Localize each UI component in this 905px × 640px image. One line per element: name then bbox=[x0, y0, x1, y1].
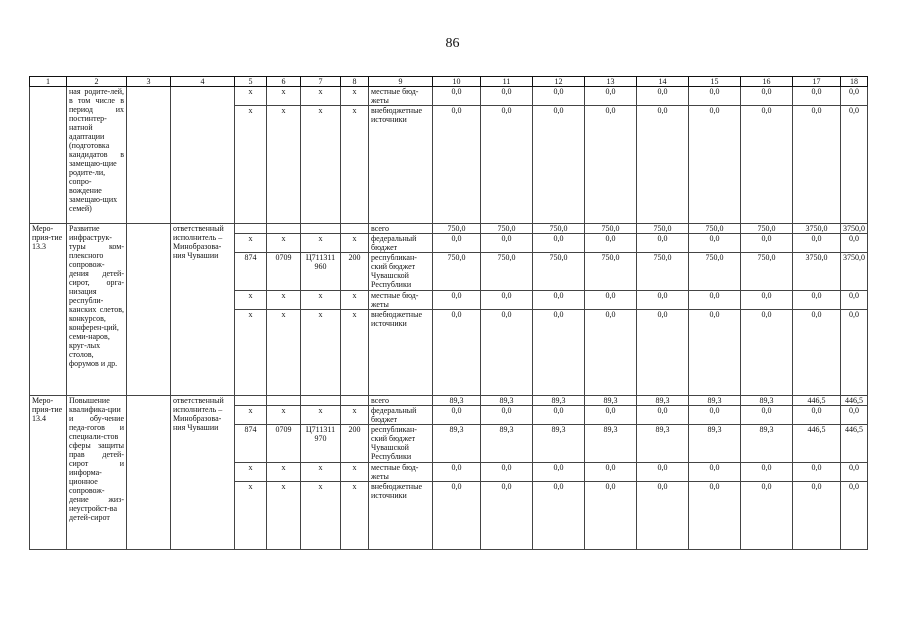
code-cell-c6: 0709 bbox=[267, 425, 301, 463]
amount-cell: 0,0 bbox=[741, 463, 793, 482]
code-cell-c5: x bbox=[235, 406, 267, 425]
code-cell-c6: x bbox=[267, 87, 301, 106]
amount-cell: 0,0 bbox=[741, 291, 793, 310]
amount-cell: 0,0 bbox=[433, 482, 481, 550]
funding-source-cell: федеральный бюджет bbox=[369, 406, 433, 425]
amount-cell: 0,0 bbox=[533, 463, 585, 482]
code-cell-c8 bbox=[341, 396, 369, 406]
amount-cell: 750,0 bbox=[433, 224, 481, 234]
amount-cell: 750,0 bbox=[689, 253, 741, 291]
amount-cell: 0,0 bbox=[481, 291, 533, 310]
header-cell-col1: 1 bbox=[30, 77, 67, 87]
amount-cell: 3750,0 bbox=[793, 224, 841, 234]
funding-source-cell: республикан-ский бюджет Чувашской Республики bbox=[369, 253, 433, 291]
amount-cell: 0,0 bbox=[585, 87, 637, 106]
code-cell-c8: 200 bbox=[341, 425, 369, 463]
amount-cell: 0,0 bbox=[481, 87, 533, 106]
amount-cell: 750,0 bbox=[533, 253, 585, 291]
amount-cell: 750,0 bbox=[533, 224, 585, 234]
amount-cell: 89,3 bbox=[585, 425, 637, 463]
code-cell-c7: x bbox=[301, 87, 341, 106]
executor-cell: ответственный исполнитель – Минобразова-ния Чувашии bbox=[171, 396, 235, 550]
header-cell-col18: 18 bbox=[841, 77, 868, 87]
amount-cell: 750,0 bbox=[433, 253, 481, 291]
funding-source-cell: всего bbox=[369, 396, 433, 406]
amount-cell: 0,0 bbox=[741, 87, 793, 106]
funding-source-cell: республикан-ский бюджет Чувашской Республики bbox=[369, 425, 433, 463]
code-cell-c5: x bbox=[235, 234, 267, 253]
amount-cell: 446,5 bbox=[841, 396, 868, 406]
funding-source-cell: внебюджетные источники bbox=[369, 310, 433, 396]
amount-cell: 0,0 bbox=[793, 482, 841, 550]
amount-cell: 89,3 bbox=[533, 425, 585, 463]
event-name-cell: Повышение квалифика-ции и обу-чение педа-гогов и специали-стов сферы защиты прав детей-сирот и информа-ционное сопровож-дение жиз-неустройст-ва детей-сирот bbox=[67, 396, 127, 550]
funding-source-cell: местные бюд-жеты bbox=[369, 463, 433, 482]
funding-source-cell: внебюджетные источники bbox=[369, 482, 433, 550]
code-cell-c6: x bbox=[267, 234, 301, 253]
amount-cell: 0,0 bbox=[637, 463, 689, 482]
header-cell-col14: 14 bbox=[637, 77, 689, 87]
code-cell-c6 bbox=[267, 396, 301, 406]
amount-cell: 89,3 bbox=[481, 425, 533, 463]
amount-cell: 0,0 bbox=[481, 406, 533, 425]
code-cell-c5: x bbox=[235, 87, 267, 106]
code-cell-c7 bbox=[301, 224, 341, 234]
funding-source-cell: федеральный бюджет bbox=[369, 234, 433, 253]
amount-cell: 750,0 bbox=[637, 253, 689, 291]
amount-cell: 0,0 bbox=[841, 234, 868, 253]
page-number: 86 bbox=[445, 36, 460, 51]
amount-cell: 446,5 bbox=[793, 425, 841, 463]
amount-cell: 0,0 bbox=[533, 291, 585, 310]
code-cell-c8: x bbox=[341, 291, 369, 310]
code-cell-c7: Ц711311 970 bbox=[301, 425, 341, 463]
amount-cell: 89,3 bbox=[433, 425, 481, 463]
col3-cell bbox=[127, 224, 171, 396]
amount-cell: 0,0 bbox=[793, 106, 841, 224]
header-cell-col13: 13 bbox=[585, 77, 637, 87]
amount-cell: 0,0 bbox=[433, 106, 481, 224]
header-cell-col4: 4 bbox=[171, 77, 235, 87]
code-cell-c6: x bbox=[267, 406, 301, 425]
amount-cell: 89,3 bbox=[637, 396, 689, 406]
code-cell-c8: x bbox=[341, 234, 369, 253]
header-cell-col11: 11 bbox=[481, 77, 533, 87]
event-number-cell: Меро-прия-тие 13.4 bbox=[30, 396, 67, 550]
amount-cell: 89,3 bbox=[689, 425, 741, 463]
header-cell-col16: 16 bbox=[741, 77, 793, 87]
amount-cell: 0,0 bbox=[585, 291, 637, 310]
code-cell-c6: x bbox=[267, 463, 301, 482]
amount-cell: 0,0 bbox=[433, 291, 481, 310]
amount-cell: 0,0 bbox=[689, 106, 741, 224]
amount-cell: 0,0 bbox=[637, 406, 689, 425]
code-cell-c6: x bbox=[267, 310, 301, 396]
col3-cell bbox=[127, 87, 171, 224]
amount-cell: 0,0 bbox=[741, 106, 793, 224]
code-cell-c5: 874 bbox=[235, 253, 267, 291]
amount-cell: 0,0 bbox=[585, 234, 637, 253]
header-cell-col6: 6 bbox=[267, 77, 301, 87]
amount-cell: 0,0 bbox=[533, 87, 585, 106]
amount-cell: 0,0 bbox=[793, 463, 841, 482]
funding-source-cell: внебюджетные источники bbox=[369, 106, 433, 224]
amount-cell: 0,0 bbox=[793, 310, 841, 396]
amount-cell: 446,5 bbox=[793, 396, 841, 406]
event-name-cell: ная родите-лей, в том числе в период их постинтер-натной адаптации (подготовка кандидатов в замещаю-щие родите-ли, сопро-вождение замещаю-щих семей) bbox=[67, 87, 127, 224]
amount-cell: 0,0 bbox=[481, 234, 533, 253]
amount-cell: 0,0 bbox=[637, 310, 689, 396]
table-row bbox=[30, 396, 868, 406]
amount-cell: 0,0 bbox=[481, 106, 533, 224]
amount-cell: 0,0 bbox=[533, 106, 585, 224]
code-cell-c8: x bbox=[341, 87, 369, 106]
funding-source-cell: местные бюд-жеты bbox=[369, 291, 433, 310]
code-cell-c7: x bbox=[301, 310, 341, 396]
amount-cell: 0,0 bbox=[741, 234, 793, 253]
amount-cell: 3750,0 bbox=[793, 253, 841, 291]
code-cell-c8: x bbox=[341, 482, 369, 550]
code-cell-c6: x bbox=[267, 482, 301, 550]
amount-cell: 750,0 bbox=[585, 224, 637, 234]
code-cell-c6: 0709 bbox=[267, 253, 301, 291]
amount-cell: 0,0 bbox=[689, 406, 741, 425]
amount-cell: 0,0 bbox=[481, 310, 533, 396]
code-cell-c5: x bbox=[235, 463, 267, 482]
code-cell-c7: x bbox=[301, 291, 341, 310]
code-cell-c5: x bbox=[235, 291, 267, 310]
amount-cell: 0,0 bbox=[637, 482, 689, 550]
header-cell-col5: 5 bbox=[235, 77, 267, 87]
code-cell-c8: x bbox=[341, 310, 369, 396]
event-number-cell bbox=[30, 87, 67, 224]
code-cell-c5: x bbox=[235, 310, 267, 396]
amount-cell: 0,0 bbox=[793, 291, 841, 310]
header-cell-col3: 3 bbox=[127, 77, 171, 87]
amount-cell: 0,0 bbox=[841, 482, 868, 550]
amount-cell: 0,0 bbox=[841, 291, 868, 310]
code-cell-c8: x bbox=[341, 463, 369, 482]
code-cell-c5: 874 bbox=[235, 425, 267, 463]
amount-cell: 3750,0 bbox=[841, 253, 868, 291]
amount-cell: 750,0 bbox=[481, 224, 533, 234]
amount-cell: 0,0 bbox=[841, 406, 868, 425]
amount-cell: 0,0 bbox=[533, 482, 585, 550]
amount-cell: 89,3 bbox=[689, 396, 741, 406]
amount-cell: 750,0 bbox=[689, 224, 741, 234]
amount-cell: 0,0 bbox=[433, 463, 481, 482]
header-row bbox=[30, 77, 868, 87]
amount-cell: 0,0 bbox=[741, 310, 793, 396]
code-cell-c7: Ц711311 960 bbox=[301, 253, 341, 291]
amount-cell: 0,0 bbox=[689, 234, 741, 253]
amount-cell: 0,0 bbox=[433, 234, 481, 253]
amount-cell: 0,0 bbox=[793, 87, 841, 106]
amount-cell: 750,0 bbox=[637, 224, 689, 234]
amount-cell: 0,0 bbox=[841, 310, 868, 396]
funding-source-cell: местные бюд-жеты bbox=[369, 87, 433, 106]
amount-cell: 0,0 bbox=[741, 406, 793, 425]
amount-cell: 750,0 bbox=[585, 253, 637, 291]
amount-cell: 750,0 bbox=[481, 253, 533, 291]
col3-cell bbox=[127, 396, 171, 550]
amount-cell: 0,0 bbox=[841, 87, 868, 106]
executor-cell bbox=[171, 87, 235, 224]
header-cell-col7: 7 bbox=[301, 77, 341, 87]
amount-cell: 0,0 bbox=[841, 106, 868, 224]
amount-cell: 0,0 bbox=[637, 291, 689, 310]
amount-cell: 89,3 bbox=[637, 425, 689, 463]
code-cell-c5 bbox=[235, 224, 267, 234]
table-row bbox=[30, 224, 868, 234]
amount-cell: 446,5 bbox=[841, 425, 868, 463]
budget-table bbox=[29, 76, 868, 550]
code-cell-c8 bbox=[341, 224, 369, 234]
amount-cell: 0,0 bbox=[689, 87, 741, 106]
header-cell-col8: 8 bbox=[341, 77, 369, 87]
event-name-cell: Развитие инфраструк-туры ком-плексного сопровож-дения детей-сирот, орга-низация республи-канских слетов, конкурсов, конферен-ций, семи-наров, круг-лых столов, форумов и др. bbox=[67, 224, 127, 396]
amount-cell: 89,3 bbox=[585, 396, 637, 406]
amount-cell: 0,0 bbox=[585, 106, 637, 224]
executor-cell: ответственный исполнитель – Минобразова-ния Чувашии bbox=[171, 224, 235, 396]
code-cell-c5: x bbox=[235, 106, 267, 224]
header-cell-col2: 2 bbox=[67, 77, 127, 87]
amount-cell: 0,0 bbox=[841, 463, 868, 482]
amount-cell: 0,0 bbox=[433, 310, 481, 396]
code-cell-c5: x bbox=[235, 482, 267, 550]
amount-cell: 0,0 bbox=[533, 406, 585, 425]
amount-cell: 89,3 bbox=[433, 396, 481, 406]
amount-cell: 0,0 bbox=[637, 87, 689, 106]
table-row bbox=[30, 87, 868, 106]
amount-cell: 0,0 bbox=[689, 291, 741, 310]
header-cell-col15: 15 bbox=[689, 77, 741, 87]
header-cell-col10: 10 bbox=[433, 77, 481, 87]
code-cell-c8: 200 bbox=[341, 253, 369, 291]
code-cell-c6: x bbox=[267, 106, 301, 224]
amount-cell: 0,0 bbox=[585, 482, 637, 550]
funding-source-cell: всего bbox=[369, 224, 433, 234]
amount-cell: 0,0 bbox=[689, 482, 741, 550]
code-cell-c7 bbox=[301, 396, 341, 406]
code-cell-c7: x bbox=[301, 463, 341, 482]
table-body bbox=[30, 77, 868, 550]
code-cell-c5 bbox=[235, 396, 267, 406]
event-number-cell: Меро-прия-тие 13.3 bbox=[30, 224, 67, 396]
amount-cell: 89,3 bbox=[533, 396, 585, 406]
amount-cell: 89,3 bbox=[481, 396, 533, 406]
code-cell-c6: x bbox=[267, 291, 301, 310]
header-cell-col9: 9 bbox=[369, 77, 433, 87]
code-cell-c8: x bbox=[341, 406, 369, 425]
code-cell-c7: x bbox=[301, 482, 341, 550]
amount-cell: 89,3 bbox=[741, 425, 793, 463]
code-cell-c7: x bbox=[301, 234, 341, 253]
amount-cell: 0,0 bbox=[689, 463, 741, 482]
amount-cell: 0,0 bbox=[637, 106, 689, 224]
amount-cell: 0,0 bbox=[585, 406, 637, 425]
code-cell-c8: x bbox=[341, 106, 369, 224]
amount-cell: 750,0 bbox=[741, 253, 793, 291]
code-cell-c6 bbox=[267, 224, 301, 234]
amount-cell: 0,0 bbox=[481, 463, 533, 482]
code-cell-c7: x bbox=[301, 406, 341, 425]
amount-cell: 0,0 bbox=[637, 234, 689, 253]
amount-cell: 0,0 bbox=[689, 310, 741, 396]
amount-cell: 3750,0 bbox=[841, 224, 868, 234]
header-cell-col12: 12 bbox=[533, 77, 585, 87]
code-cell-c7: x bbox=[301, 106, 341, 224]
amount-cell: 0,0 bbox=[793, 234, 841, 253]
amount-cell: 89,3 bbox=[741, 396, 793, 406]
amount-cell: 0,0 bbox=[585, 463, 637, 482]
amount-cell: 0,0 bbox=[433, 406, 481, 425]
header-cell-col17: 17 bbox=[793, 77, 841, 87]
amount-cell: 0,0 bbox=[585, 310, 637, 396]
amount-cell: 0,0 bbox=[793, 406, 841, 425]
amount-cell: 750,0 bbox=[741, 224, 793, 234]
amount-cell: 0,0 bbox=[481, 482, 533, 550]
amount-cell: 0,0 bbox=[741, 482, 793, 550]
amount-cell: 0,0 bbox=[433, 87, 481, 106]
amount-cell: 0,0 bbox=[533, 310, 585, 396]
amount-cell: 0,0 bbox=[533, 234, 585, 253]
